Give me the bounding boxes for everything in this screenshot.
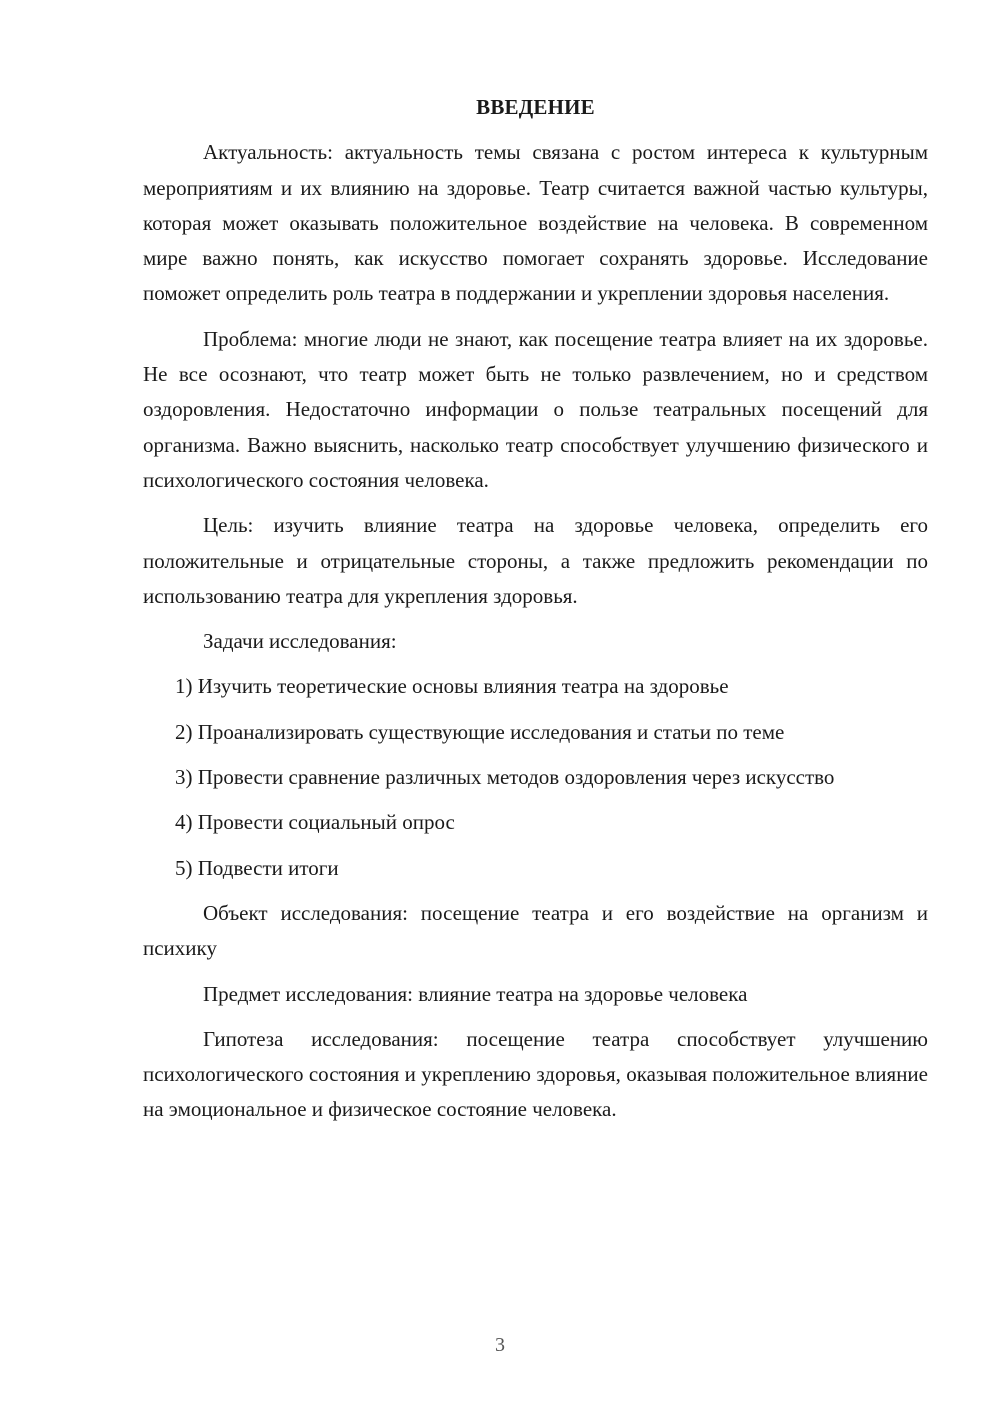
paragraph-hypothesis: Гипотеза исследования: посещение театра способствует улучшению психологического состояния и укреплению здоровья, оказывая положительное влияние на эмоциональное и физическое состояние человека. xyxy=(143,1026,928,1122)
paragraph-problem: Проблема: многие люди не знают, как посещение театра влияет на их здоровье. Не все осознают, что театр может быть не только развлечением, но и средством оздоровления. Недостаточно информации о пользе театральных посещений для организма. Важно выяснить, насколько театр способствует улучшению физического и психологического состояния человека. xyxy=(143,326,928,492)
document-page xyxy=(143,90,928,1138)
paragraph-relevance: Актуальность: актуальность темы связана с ростом интереса к культурным мероприятиям и их влиянию на здоровье. Театр считается важной частью культуры, которая может оказывать положительное воздействие на человека. В современном мире важно понять, как искусство помогает сохранять здоровье. Исследование поможет определить роль театра в поддержании и укреплении здоровья населения. xyxy=(143,140,928,306)
section-title: ВВЕДЕНИЕ xyxy=(476,95,595,119)
task-item-5: 5) Подвести итоги xyxy=(175,855,339,880)
paragraph-tasks-heading: Задачи исследования: xyxy=(203,629,397,654)
task-item-4: 4) Провести социальный опрос xyxy=(175,810,455,835)
task-item-1: 1) Изучить теоретические основы влияния театра на здоровье xyxy=(175,674,729,699)
task-item-2: 2) Проанализировать существующие исследования и статьи по теме xyxy=(175,719,785,744)
page-number: 3 xyxy=(495,1334,505,1356)
paragraph-object: Объект исследования: посещение театра и его воздействие на организм и психику xyxy=(143,900,928,961)
paragraph-goal: Цель: изучить влияние театра на здоровье человека, определить его положительные и отрицательные стороны, а также предложить рекомендации по использованию театра для укрепления здоровья. xyxy=(143,513,928,608)
paragraph-subject: Предмет исследования: влияние театра на здоровье человека xyxy=(203,981,748,1006)
task-item-3: 3) Провести сравнение различных методов оздоровления через искусство xyxy=(175,765,835,790)
